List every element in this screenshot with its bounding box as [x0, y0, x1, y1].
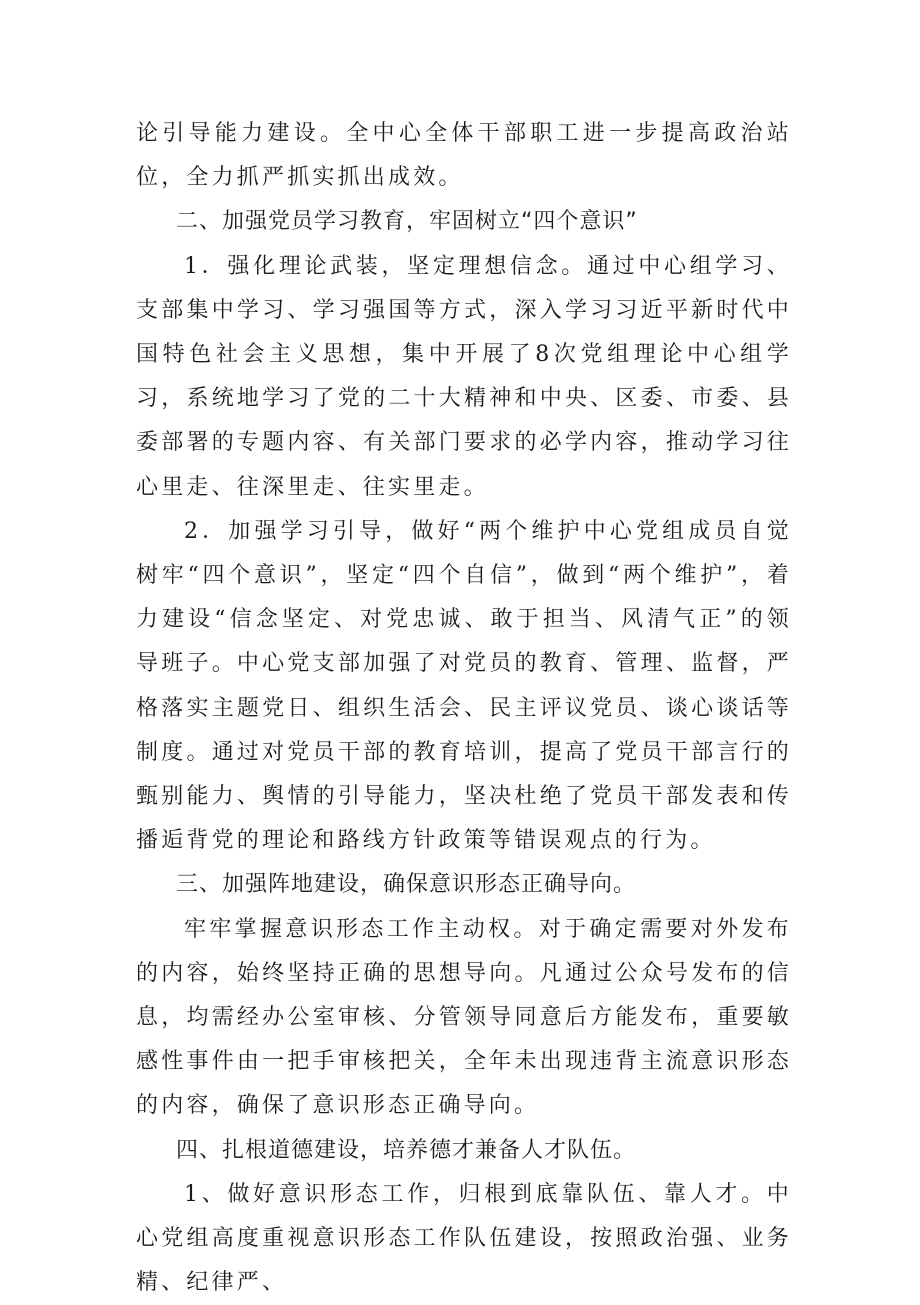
- body-paragraph: 1、做好意识形态工作，归根到底靠队伍、靠人才。中心党组高度重视意识形态工作队伍建设，按照政治强、业务精、纪律严、: [136, 1181, 792, 1296]
- section-heading: 二、加强党员学习教育，牢固树立“四个意识”: [176, 209, 638, 235]
- section-heading: 四、扎根道德建设，培养德才兼备人才队伍。: [176, 1137, 637, 1163]
- body-paragraph: 1．强化理论武装，坚定理想信念。通过中心组学习、支部集中学习、学习强国等方式，深入学习习近平新时代中国特色社会主义思想，集中开展了8次党组理论中心组学习，系统地学习了党的二十大精神和中央、区委、市委、县委部署的专题内容、有关部门要求的必学内容，推动学习往心里走、往深里走、往实里走。: [136, 253, 792, 500]
- body-paragraph: 牢牢掌握意识形态工作主动权。对于确定需要对外发布的内容，始终坚持正确的思想导向。凡通过公众号发布的信息，均需经办公室审核、分管领导同意后方能发布，重要敏感性事件由一把手审核把关，全年未出现违背主流意识形态的内容，确保了意识形态正确导向。: [136, 916, 792, 1119]
- section-heading: 三、加强阵地建设，确保意识形态正确导向。: [176, 872, 637, 898]
- document-body: [136, 112, 792, 1305]
- body-paragraph: 论引导能力建设。全中心全体干部职工进一步提高政治站位，全力抓严抓实抓出成效。: [136, 121, 792, 191]
- body-paragraph: 2．加强学习引导，做好“两个维护中心党组成员自觉树牢“四个意识”，坚定“四个自信”，做到“两个维护”，着力建设“信念坚定、对党忠诚、敢于担当、风清气正”的领导班子。中心党支部加强了对党员的教育、管理、监督，严格落实主题党日、组织生活会、民主评议党员、谈心谈话等制度。通过对党员干部的教育培训，提高了党员干部言行的甄别能力、舆情的引导能力，坚决杜绝了党员干部发表和传播逅背党的理论和路线方针政策等错误观点的行为。: [136, 518, 792, 854]
